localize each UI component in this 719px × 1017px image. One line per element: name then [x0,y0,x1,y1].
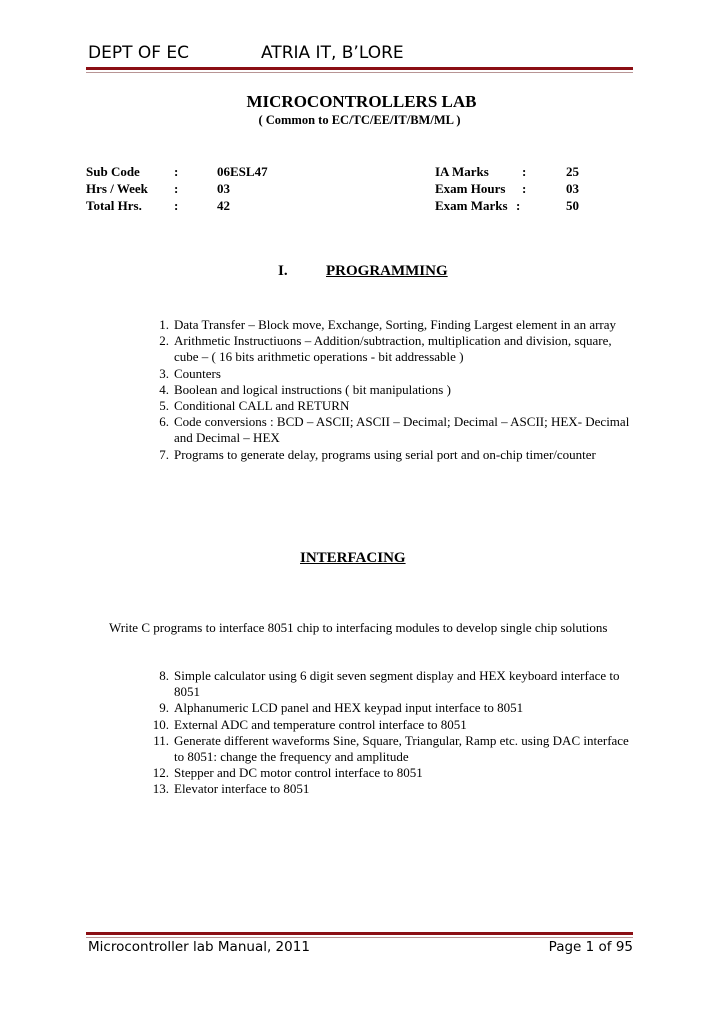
info-value-sub-code: 06ESL47 [217,164,268,179]
list-item: 3. Counters [159,365,221,381]
section-title-programming: PROGRAMMING [326,263,448,279]
info-value-exam-hours: 03 [566,181,579,196]
footer-rule [86,932,633,935]
section-number: I. [278,263,288,279]
footer-manual-title: Microcontroller lab Manual, 2011 [88,939,310,955]
list-item: 9. Alphanumeric LCD panel and HEX keypad input interface to 8051 [159,700,524,716]
info-sep: : [174,181,179,196]
list-item: 11. Generate different waveforms Sine, Square, Triangular, Ramp etc. using DAC interface to 8051: change the frequency and amplitude [153,732,629,765]
page-title: MICROCONTROLLERS LAB [246,92,477,111]
section-title-interfacing: INTERFACING [300,550,406,566]
info-label-exam-hours: Exam Hours [435,181,506,196]
info-sep: : [522,164,527,179]
list-item: 5. Conditional CALL and RETURN [159,398,350,414]
info-label-exam-marks: Exam Marks [435,198,508,213]
info-value-total-hrs: 42 [217,198,230,213]
info-value-hrs-week: 03 [217,181,230,196]
interfacing-intro: Write C programs to interface 8051 chip to interfacing modules to develop single chip solutions [109,620,608,635]
interfacing-list [150,668,630,798]
info-label-total-hrs: Total Hrs. [86,198,142,213]
info-sep: : [522,181,527,196]
list-item: 10. External ADC and temperature control interface to 8051 [152,716,467,732]
list-item: 12. Stepper and DC motor control interface to 8051 [152,765,423,781]
list-item: 2. Arithmetic Instructiuons – Addition/subtraction, multiplication and division, square, cube – ( 16 bits arithmetic operations - bit addressable ) [159,333,612,365]
info-label-hrs-week: Hrs / Week [86,181,148,196]
header-rule-thin [86,72,633,73]
list-item: 6. Code conversions : BCD – ASCII; ASCII – Decimal; Decimal – ASCII; HEX- Decimal and Decimal – HEX [159,414,630,446]
list-item: 8. Simple calculator using 6 digit seven segment display and HEX keyboard interface to 8051 [159,668,620,700]
info-sep: : [174,164,179,179]
header-college: ATRIA IT, B’LORE [261,43,404,63]
list-item: 4. Boolean and logical instructions ( bit manipulations ) [159,381,451,397]
info-label-ia-marks: IA Marks [435,164,489,179]
list-item: 7. Programs to generate delay, programs using serial port and on-chip timer/counter [159,446,596,462]
list-item: 1. Data Transfer – Block move, Exchange, Sorting, Finding Largest element in an array [159,317,617,332]
list-item: 13. Elevator interface to 8051 [152,781,310,797]
info-label-sub-code: Sub Code [86,164,140,179]
page-subtitle: ( Common to EC/TC/EE/IT/BM/ML ) [258,113,461,127]
info-sep: : [174,198,179,213]
header-rule [86,67,633,70]
programming-list [150,317,630,463]
footer-rule-thin [86,937,633,938]
info-value-exam-marks: 50 [566,198,579,213]
footer-page-number: Page 1 of 95 [548,939,633,955]
info-value-ia-marks: 25 [566,164,579,179]
header-dept: DEPT OF EC [88,43,190,63]
info-sep: : [516,198,521,213]
